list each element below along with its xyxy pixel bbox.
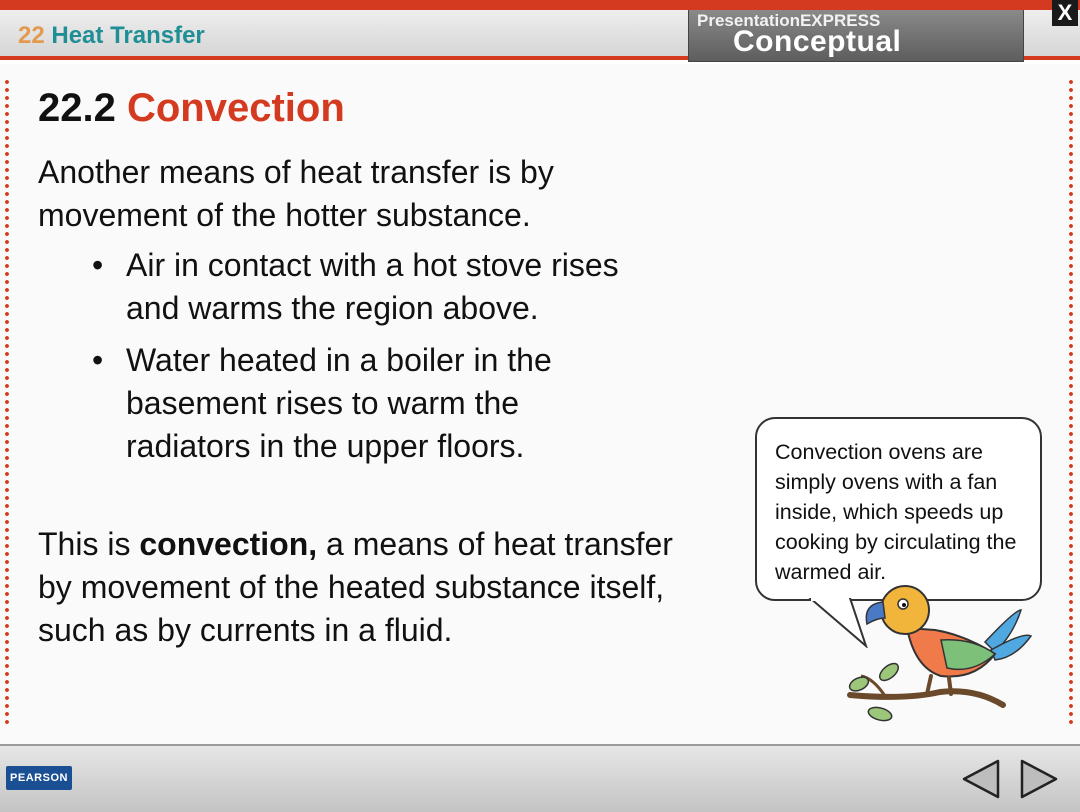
chapter-title: Heat Transfer <box>51 22 205 49</box>
next-button[interactable] <box>1018 758 1060 800</box>
bullet-text: Water heated in a boiler in the basement rises to warm the radiators in the upper floors. <box>126 342 552 464</box>
conclusion-paragraph <box>38 523 678 652</box>
conclusion-prefix: This is <box>38 526 140 562</box>
dotted-border-left <box>4 78 10 728</box>
conclusion-term: convection, <box>139 526 318 562</box>
slide-title-text: Convection <box>126 86 345 130</box>
speech-bubble <box>755 417 1042 601</box>
parrot-illustration-icon <box>845 580 1035 730</box>
conclusion-suffix: a means of heat transfer by movement of the heated substance itself, such as by currents in a fluid. <box>38 526 673 648</box>
chapter-number: 22 <box>18 22 45 49</box>
speech-bubble-text: Convection ovens are simply ovens with a fan inside, which speeds up cooking by circulating the warmed air. <box>775 440 1017 584</box>
close-button[interactable]: X <box>1052 0 1078 26</box>
chapter-heading <box>18 22 205 50</box>
dotted-border-right <box>1068 78 1074 728</box>
bullet-icon: • <box>92 342 104 378</box>
list-item <box>92 244 632 330</box>
next-triangle-icon <box>1022 761 1056 797</box>
pearson-logo: PEARSON <box>6 766 72 790</box>
intro-paragraph: Another means of heat transfer is by movement of the hotter substance. <box>38 154 554 233</box>
brand-line1: PresentationEXPRESS <box>697 11 881 30</box>
brand-line2: Conceptual <box>733 25 902 58</box>
slide-title <box>38 86 345 131</box>
list-item <box>92 339 632 468</box>
header-bar <box>0 10 1080 60</box>
bullet-icon: • <box>92 247 104 283</box>
bullet-text: Air in contact with a hot stove rises and warms the region above. <box>126 247 619 326</box>
prev-triangle-icon <box>964 761 998 797</box>
top-accent-bar <box>0 0 1080 10</box>
prev-button[interactable] <box>960 758 1002 800</box>
bullet-list <box>92 244 632 477</box>
footer-bar <box>0 744 1080 812</box>
brand-logo <box>688 10 1024 62</box>
slide-title-number: 22.2 <box>38 86 116 130</box>
